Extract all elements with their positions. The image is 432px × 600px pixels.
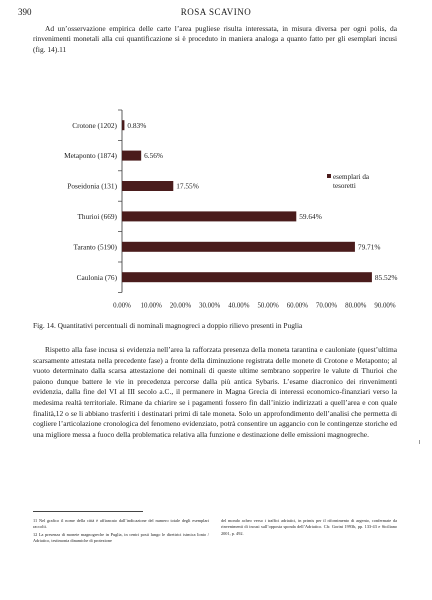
- x-tick-label: 40.00%: [228, 302, 250, 310]
- intro-paragraph: [33, 24, 397, 55]
- x-tick-label: 30.00%: [199, 302, 221, 310]
- margin-mark: [419, 440, 420, 444]
- page-header: [16, 7, 416, 19]
- x-tick-label: 0.00%: [113, 302, 131, 310]
- data-label: 6.56%: [144, 151, 164, 161]
- data-label: 17.55%: [176, 181, 199, 191]
- x-tick-label: 80.00%: [345, 302, 367, 310]
- data-label: 85.52%: [374, 272, 398, 282]
- category-label: Metaponto (1874): [64, 151, 117, 161]
- x-tick-label: 60.00%: [286, 302, 308, 310]
- bar: [122, 151, 141, 161]
- x-tick-label: 70.00%: [315, 302, 338, 310]
- footnote-12: 12 La presenza di monete magnogreche in Puglia, in centri posti lungo le direttrici istmica Ionio / Adriatico, testimonia dinamiche di protezione: [33, 531, 209, 543]
- bar: [122, 181, 173, 191]
- legend-label-line-1: esemplari da: [333, 173, 370, 181]
- bar: [122, 120, 124, 130]
- intro-text: Ad un’osservazione empirica delle carte l’area pugliese risulta interessata, in misura diversa per ogni polis, da rinvenimenti monetali alla cui quantificazione si è proceduto in maniera analoga a quanto fatto per gli esemplari incusi (fig. 14).11: [33, 24, 397, 54]
- chart-svg: [30, 100, 400, 314]
- footnote-rule: [33, 511, 143, 512]
- footnote-11: 11 Nel grafico il nome della città è affiancato dall’indicazione del numero totale degli esemplari raccolti.: [33, 518, 209, 530]
- data-label: 59.64%: [299, 212, 322, 221]
- x-tick-label: 50.00%: [257, 302, 279, 310]
- x-tick-label: 10.00%: [140, 302, 162, 310]
- data-label: 79.71%: [357, 242, 381, 252]
- footnotes: [33, 518, 397, 545]
- page-number: 390: [18, 7, 32, 17]
- figure-caption: Fig. 14. Quantitativi percentuali di nominali magnogreci a doppio rilievo presenti in Puglia: [33, 321, 303, 330]
- body-text: Rispetto alla fase incusa si evidenzia nell’area la rafforzata presenza della moneta tarantina e cauloniate (quest’ultima scarsamente attestata nella precedente fase) a fronte della diminuzione registrata delle monete di Crotone e Metaponto; al vuoto determinato dalla scarsa attestazione dei nominali di queste ultime sembrano sopperire le valute di Thurioi che paiono dunque battere le vie in precedenza percorse dalla più antica Sybaris. L’esame diacronico dei rinvenimenti evidenzia, dalla fine del VI al III secolo a.C., il permanere in Magna Grecia di interessi economico-finanziari verso la medesima realtà territoriale. Rimane da chiarire se i pagamenti fossero fin dall’inizio indirizzati a quell’area e con quale finalità,12 o se li abbiano trasferiti i destinatari primi di tale moneta. Solo un approfondimento dell’analisi che permetta di cogliere l’articolazione cronologica del fenomeno evidenziato, potrà consentire un aggancio con le contingenze storiche ed una migliore messa a fuoco della problematica relativa alla funzione e destinazione delle emissioni magnogreche.: [33, 345, 397, 439]
- body-paragraph: [33, 345, 397, 440]
- x-tick-label: 90.00%: [374, 302, 396, 310]
- bar-chart: [30, 100, 400, 314]
- bar: [122, 211, 296, 221]
- category-label: Poseidonia (131): [67, 181, 117, 191]
- x-tick-label: 20.00%: [169, 302, 192, 310]
- footnote-column-right: [221, 518, 397, 545]
- footnote-column-left: [33, 518, 209, 545]
- bar: [122, 272, 372, 282]
- footnote-12-continued: del mondo acheo verso i traffici adriatici, in primis per il rifornimento di argento, confermate da rinvenimenti di incusi sull’opposta sponda dell’Adriatico. Cfr. Gorini 1993b, pp. 133-43 e Siciliano 2001, p. 492.: [221, 518, 397, 536]
- running-head: ROSA SCAVINO: [180, 7, 252, 17]
- data-label: 0.83%: [127, 120, 147, 130]
- category-label: Crotone (1202): [72, 120, 117, 130]
- category-label: Taranto (5190): [73, 242, 117, 252]
- legend-label-line-2: tesoretti: [333, 182, 356, 190]
- category-label: Caulonia (76): [76, 272, 117, 282]
- bar: [122, 242, 355, 252]
- category-label: Thurioi (669): [77, 212, 117, 221]
- legend-swatch: [327, 174, 331, 178]
